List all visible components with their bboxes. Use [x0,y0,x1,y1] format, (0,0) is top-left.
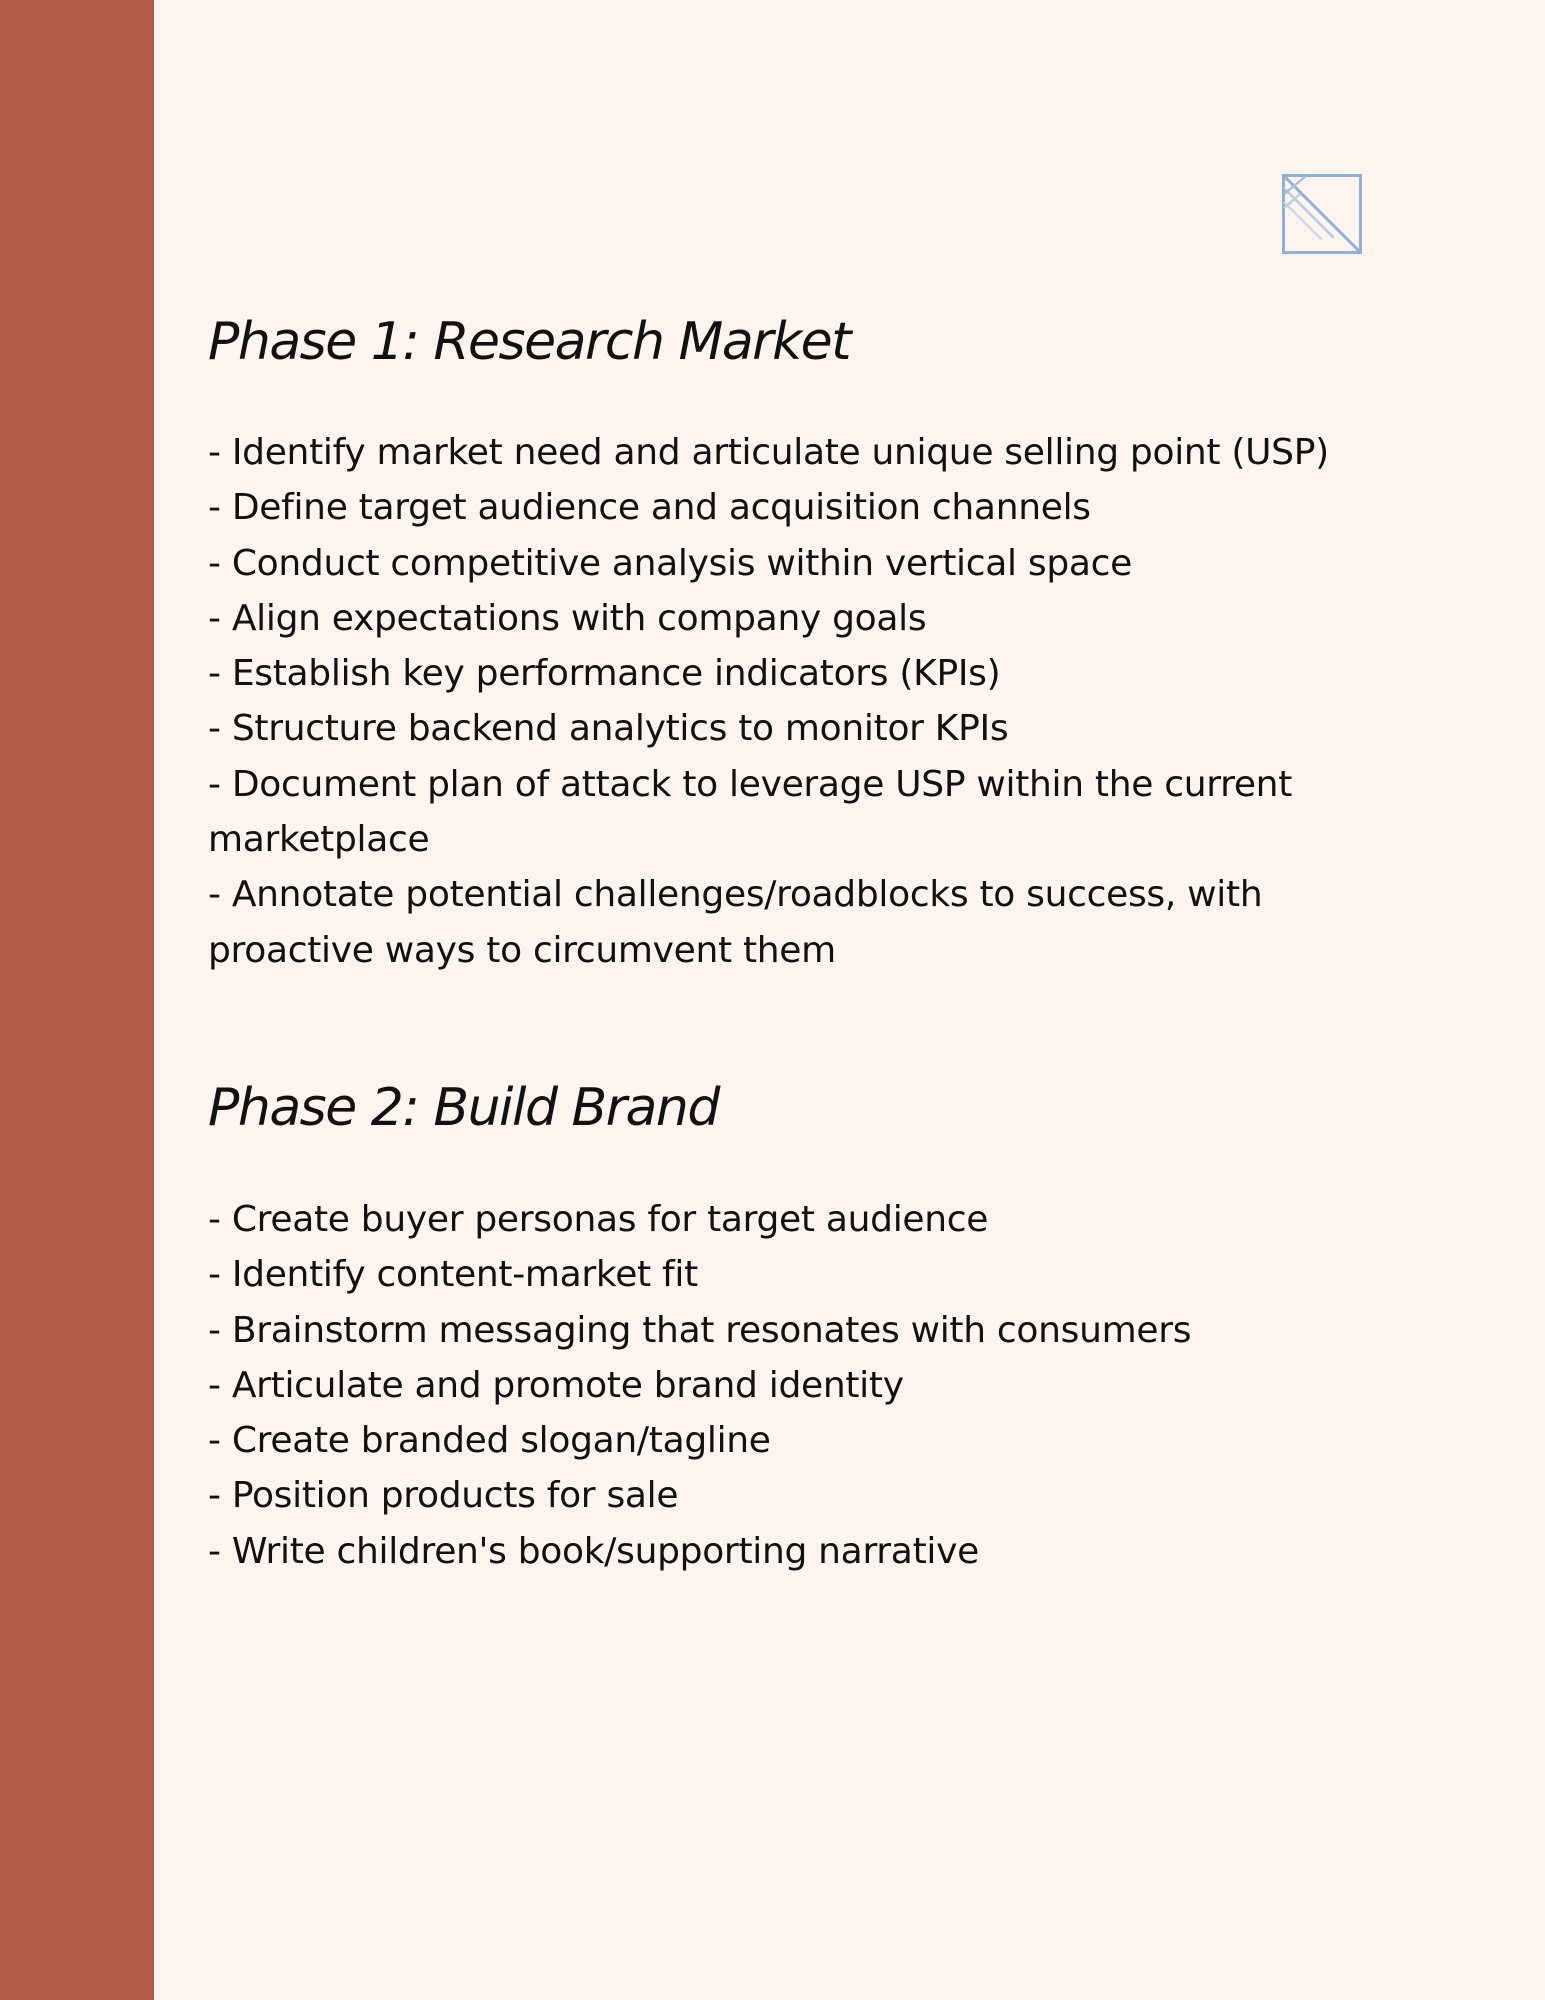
list-item: - Create branded slogan/tagline [208,1420,771,1462]
list-item: - Establish key performance indicators (KPIs) [208,653,1001,695]
list-item: - Align expectations with company goals [208,597,927,639]
left-accent-bar [0,0,154,2000]
list-item: - Create buyer personas for target audience [208,1199,989,1240]
list-item: - Define target audience and acquisition channels [208,487,1091,529]
list-item: - Identify market need and articulate unique selling point (USP) [208,432,1329,473]
monogram-logo-icon [1282,174,1362,254]
list-item: - Brainstorm messaging that resonates with consumers [208,1309,1192,1351]
list-item: - Articulate and promote brand identity [208,1364,904,1406]
list-item: - Document plan of attack to leverage USP within the current marketplace [208,763,1293,861]
list-item: - Position products for sale [208,1475,679,1517]
phase-1-list [208,425,1368,978]
list-item: - Structure backend analytics to monitor KPIs [208,708,1009,750]
list-item: - Conduct competitive analysis within vertical space [208,542,1132,584]
phase-2-title: Phase 2: Build Brand [208,1078,719,1138]
phase-1-title: Phase 1: Research Market [208,312,851,372]
phase-2-list [208,1192,1368,1579]
list-item: - Identify content-market fit [208,1254,698,1296]
list-item: - Write children's book/supporting narrative [208,1530,979,1572]
list-item: - Annotate potential challenges/roadblocks to success, with proactive ways to circumvent them [208,874,1263,971]
